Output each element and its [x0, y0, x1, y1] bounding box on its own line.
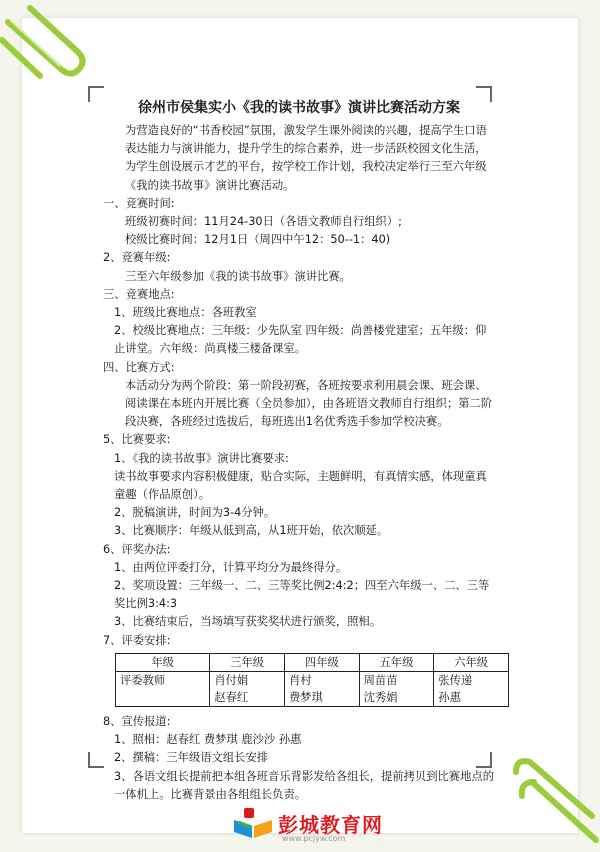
judges-table-header: 年级 — [116, 653, 210, 671]
section-5-heading: 5、比赛要求: — [103, 433, 171, 447]
judges-table-header: 五年级 — [359, 653, 434, 671]
section-5-line-1: 1、《我的读书故事》演讲比赛要求: — [114, 451, 289, 465]
section-1-heading: 一、竞赛时间: — [103, 196, 175, 210]
judges-cell-grade-4 — [284, 671, 359, 706]
judges-table-header-row — [116, 653, 509, 671]
section-6-line-3: 3、比赛结束后，当场填写获奖奖状进行颁奖，照相。 — [114, 615, 382, 629]
judges-table-header: 六年级 — [434, 653, 509, 671]
section-2-heading: 2、竞赛年级: — [103, 251, 171, 265]
section-6-heading: 6、评奖办法: — [103, 542, 171, 556]
crop-mark-bottom-left — [88, 752, 104, 768]
watermark-url: www.pcjyw.com — [282, 834, 346, 843]
section-3-line-2: 2、校级比赛地点：三年级：少先队室 四年级：尚善楼党建室；五年级：仰止讲堂。六年级：尚真楼三楼备课室。 — [114, 324, 487, 356]
judges-table-header: 四年级 — [284, 653, 359, 671]
section-8-line-3: 3、各语文组长提前把本组各班音乐背影发给各组长，提前拷贝到比赛地点的一体机上。比赛背景由各组组长负责。 — [114, 769, 494, 801]
judge-name: 沈秀娟 — [363, 690, 398, 704]
judges-row-label: 评委教师 — [116, 671, 210, 706]
judges-cell-grade-6 — [434, 671, 509, 706]
judges-cell-grade-5 — [359, 671, 434, 706]
section-5-line-4: 3、比赛顺序：年级从低到高，从1班开始，依次顺延。 — [114, 524, 389, 538]
crop-mark-top-left — [88, 86, 104, 102]
section-3-heading: 三、竞赛地点: — [103, 287, 175, 301]
intro-paragraph: 为营造良好的“书香校园”氛围，激发学生课外阅读的兴趣，提高学生口语表达能力与演讲能力，提升学生的综合素养，进一步活跃校园文化生活，为学生创设展示才艺的平台，按学校工作计划，我校决定举行三至六年级《我的读书故事》演讲比赛活动。 — [125, 124, 487, 192]
section-4-line-1: 本活动分为两个阶段：第一阶段初赛，各班按要求利用晨会课、班会课、阅读课在本班内开展比赛（全员参加），由各班语文教师自行组织；第二阶段决赛，各班经过选拔后，每班选出1名优秀选手参加学校决赛。 — [125, 378, 493, 429]
watermark-name: 彭城教育网 — [278, 812, 383, 837]
section-8-heading: 8、宣传报道: — [103, 714, 171, 728]
section-5-line-2: 读书故事要求内容积极健康，贴合实际，主题鲜明，有真情实感，体现童真童趣（作品原创）。 — [114, 469, 487, 502]
section-6-line-2: 2、奖项设置：三年级一、二、三等奖比例2:4:2；四至六年级一、二、三等奖比例3:4:3 — [114, 579, 490, 611]
judge-name: 费梦琪 — [288, 690, 323, 704]
section-8-line-2: 2、撰稿：三年级语文组长安排 — [114, 751, 269, 765]
section-2-line-1: 三至六年级参加《我的读书故事》演讲比赛。 — [125, 269, 351, 283]
section-7-heading: 7、评委安排: — [103, 633, 171, 647]
section-5-line-3: 2、脱稿演讲，时间为3-4分钟。 — [114, 506, 276, 520]
judge-name: 孙惠 — [438, 690, 461, 704]
judges-table — [115, 653, 509, 707]
paperclip-bottom-right — [512, 752, 600, 852]
judges-cell-grade-3 — [210, 671, 285, 706]
judge-name: 张传递 — [438, 673, 473, 687]
document-title: 徐州市侯集实小《我的读书故事》演讲比赛活动方案 — [138, 100, 460, 116]
judge-name: 周苗苗 — [363, 673, 398, 687]
section-1-line-1: 班级初赛时间：11月24-30日（各语文教师自行组织）; — [125, 215, 402, 229]
section-8-line-1: 1、照相：赵春红 费梦琪 鹿沙沙 孙惠 — [114, 733, 302, 747]
judges-table-header: 三年级 — [210, 653, 285, 671]
judge-name: 肖付娟 — [214, 673, 249, 687]
judge-name: 肖村 — [288, 673, 312, 687]
judge-name: 赵春红 — [214, 690, 249, 704]
section-3-line-1: 1、班级比赛地点：各班教室 — [114, 306, 257, 320]
document-body — [103, 99, 495, 804]
judges-table-row — [116, 671, 509, 706]
paperclip-top-left — [0, 0, 110, 85]
section-1-line-2: 校级比赛时间：12月1日（周四中午12：50--1：40) — [125, 233, 391, 247]
section-6-line-1: 1、由两位评委打分，计算平均分为最终得分。 — [114, 560, 348, 574]
book-logo-icon — [232, 808, 274, 838]
section-4-heading: 四、比赛方式: — [103, 360, 175, 374]
